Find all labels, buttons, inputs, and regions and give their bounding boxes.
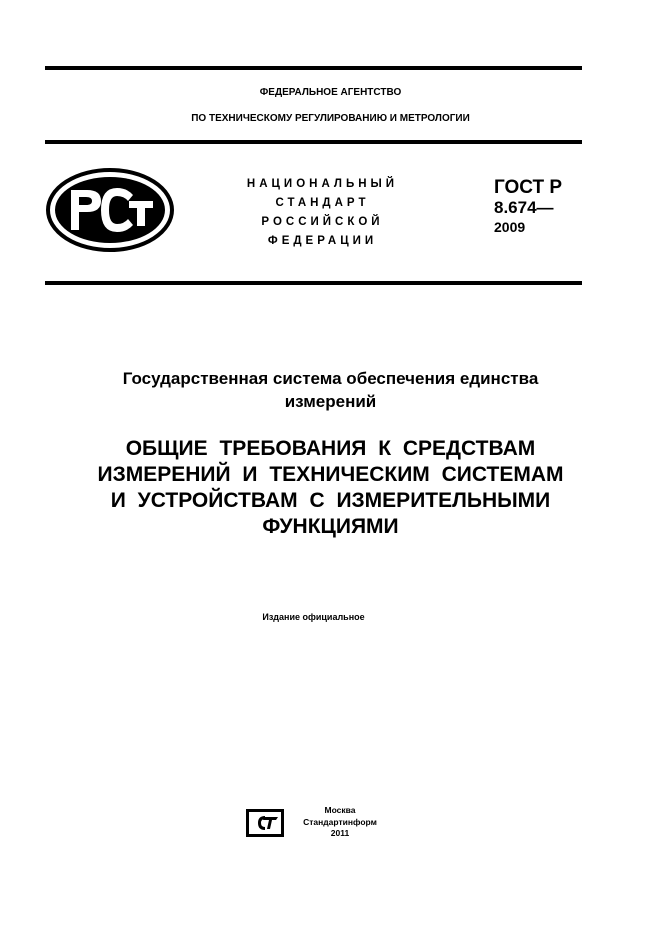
designation-year: 2009 bbox=[494, 219, 526, 235]
publisher-year: 2011 bbox=[330, 828, 350, 838]
standard-designation bbox=[494, 177, 562, 237]
edition-label: Издание официальное bbox=[262, 612, 365, 622]
title-line: ИЗМЕРЕНИЙ И ТЕХНИЧЕСКИМ СИСТЕМАМ bbox=[97, 463, 564, 486]
standard-type-line: РОССИЙСКОЙ bbox=[261, 216, 384, 228]
standard-type-block bbox=[225, 175, 420, 251]
standard-type-line: ФЕДЕРАЦИИ bbox=[267, 235, 378, 247]
rst-circle-logo-icon bbox=[45, 168, 175, 252]
agency-line-2: ПО ТЕХНИЧЕСКОМУ РЕГУЛИРОВАНИЮ И МЕТРОЛОГИИ bbox=[191, 113, 470, 124]
designation-line: 8.674— bbox=[494, 198, 554, 217]
standard-type-line: НАЦИОНАЛЬНЫЙ bbox=[246, 178, 399, 190]
header-rule bbox=[45, 140, 582, 144]
header-bottom-rule bbox=[45, 281, 582, 285]
document-title bbox=[30, 436, 631, 540]
agency-line-1: ФЕДЕРАЛЬНОЕ АГЕНТСТВО bbox=[259, 87, 402, 98]
publisher-name: Стандартинформ bbox=[303, 816, 377, 827]
title-line: ФУНКЦИЯМИ bbox=[262, 515, 399, 538]
title-line: И УСТРОЙСТВАМ С ИЗМЕРИТЕЛЬНЫМИ bbox=[110, 489, 551, 512]
title-line: ОБЩИЕ ТРЕБОВАНИЯ К СРЕДСТВАМ bbox=[125, 437, 536, 460]
publisher-city: Москва bbox=[324, 805, 356, 815]
top-rule bbox=[45, 66, 582, 70]
subtitle-line: измерений bbox=[284, 392, 377, 411]
standard-type-line: СТАНДАРТ bbox=[275, 197, 370, 209]
standartinform-logo-icon bbox=[245, 808, 285, 838]
publisher-block bbox=[295, 805, 385, 840]
designation-line: ГОСТ Р bbox=[494, 177, 563, 198]
document-subtitle bbox=[40, 367, 621, 413]
subtitle-line: Государственная система обеспечения единства bbox=[122, 369, 539, 388]
